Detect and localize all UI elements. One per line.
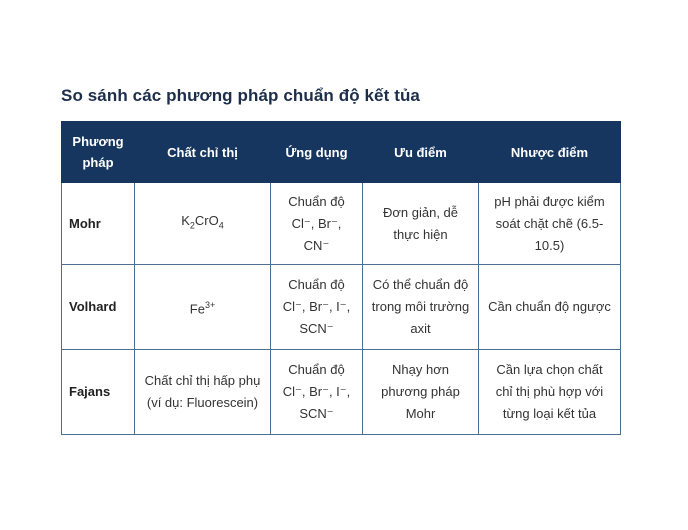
indicator-cell: Chất chỉ thị hấp phụ (ví dụ: Fluorescein)	[135, 350, 271, 435]
header-disadvantage: Nhược điểm	[479, 122, 621, 183]
application-cell: Chuẩn độ Cl⁻, Br⁻, I⁻, SCN⁻	[271, 350, 363, 435]
header-indicator: Chất chỉ thị	[135, 122, 271, 183]
header-method: Phương pháp	[62, 122, 135, 183]
disadvantage-cell: pH phải được kiểm soát chặt chẽ (6.5- 10.5)	[479, 183, 621, 265]
application-cell: Chuẩn độ Cl⁻, Br⁻, CN⁻	[271, 183, 363, 265]
header-application: Ứng dụng	[271, 122, 363, 183]
method-cell: Mohr	[62, 183, 135, 265]
advantage-cell: Có thể chuẩn độ trong môi trường axit	[363, 265, 479, 350]
indicator-cell: $K_2CrO_4$	[135, 183, 271, 265]
table-row	[62, 183, 621, 265]
method-cell: Volhard	[62, 265, 135, 350]
disadvantage-cell: Cần lựa chọn chất chỉ thị phù hợp với từng loại kết tủa	[479, 350, 621, 435]
page-title: So sánh các phương pháp chuẩn độ kết tủa	[61, 86, 420, 105]
indicator-cell: $Fe^{3+}$	[135, 265, 271, 350]
table-header-row	[62, 122, 621, 183]
disadvantage-cell: Cần chuẩn độ ngược	[479, 265, 621, 350]
table-row	[62, 265, 621, 350]
table-row	[62, 350, 621, 435]
method-cell: Fajans	[62, 350, 135, 435]
application-cell: Chuẩn độ Cl⁻, Br⁻, I⁻, SCN⁻	[271, 265, 363, 350]
advantage-cell: Nhạy hơn phương pháp Mohr	[363, 350, 479, 435]
comparison-table	[61, 121, 621, 435]
advantage-cell: Đơn giản, dễ thực hiện	[363, 183, 479, 265]
header-advantage: Ưu điểm	[363, 122, 479, 183]
